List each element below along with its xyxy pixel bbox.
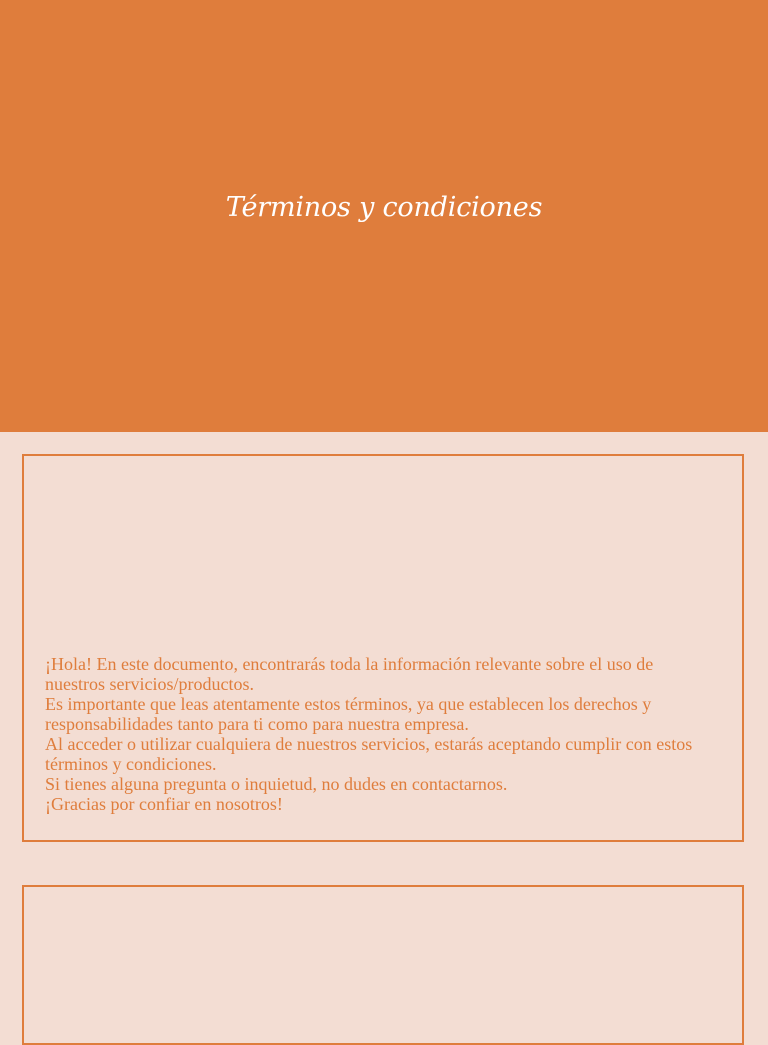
intro-paragraph-greeting: ¡Hola! En este documento, encontrarás toda la información relevante sobre el uso de nuestros servicios/productos. [45, 654, 654, 694]
intro-paragraph-importance: Es importante que leas atentamente estos términos, ya que establecen los derechos y responsabilidades tanto para ti como para nuestra empresa. [45, 694, 652, 734]
intro-card [22, 454, 744, 842]
page-header [0, 0, 768, 432]
second-card [22, 885, 744, 1045]
intro-text [45, 654, 715, 814]
page-title: Términos y condiciones [225, 192, 543, 223]
intro-paragraph-thanks: ¡Gracias por confiar en nosotros! [45, 794, 283, 814]
intro-paragraph-contact: Si tienes alguna pregunta o inquietud, no dudes en contactarnos. [45, 774, 508, 794]
intro-paragraph-acceptance: Al acceder o utilizar cualquiera de nuestros servicios, estarás aceptando cumplir con estos términos y condiciones. [45, 734, 693, 774]
